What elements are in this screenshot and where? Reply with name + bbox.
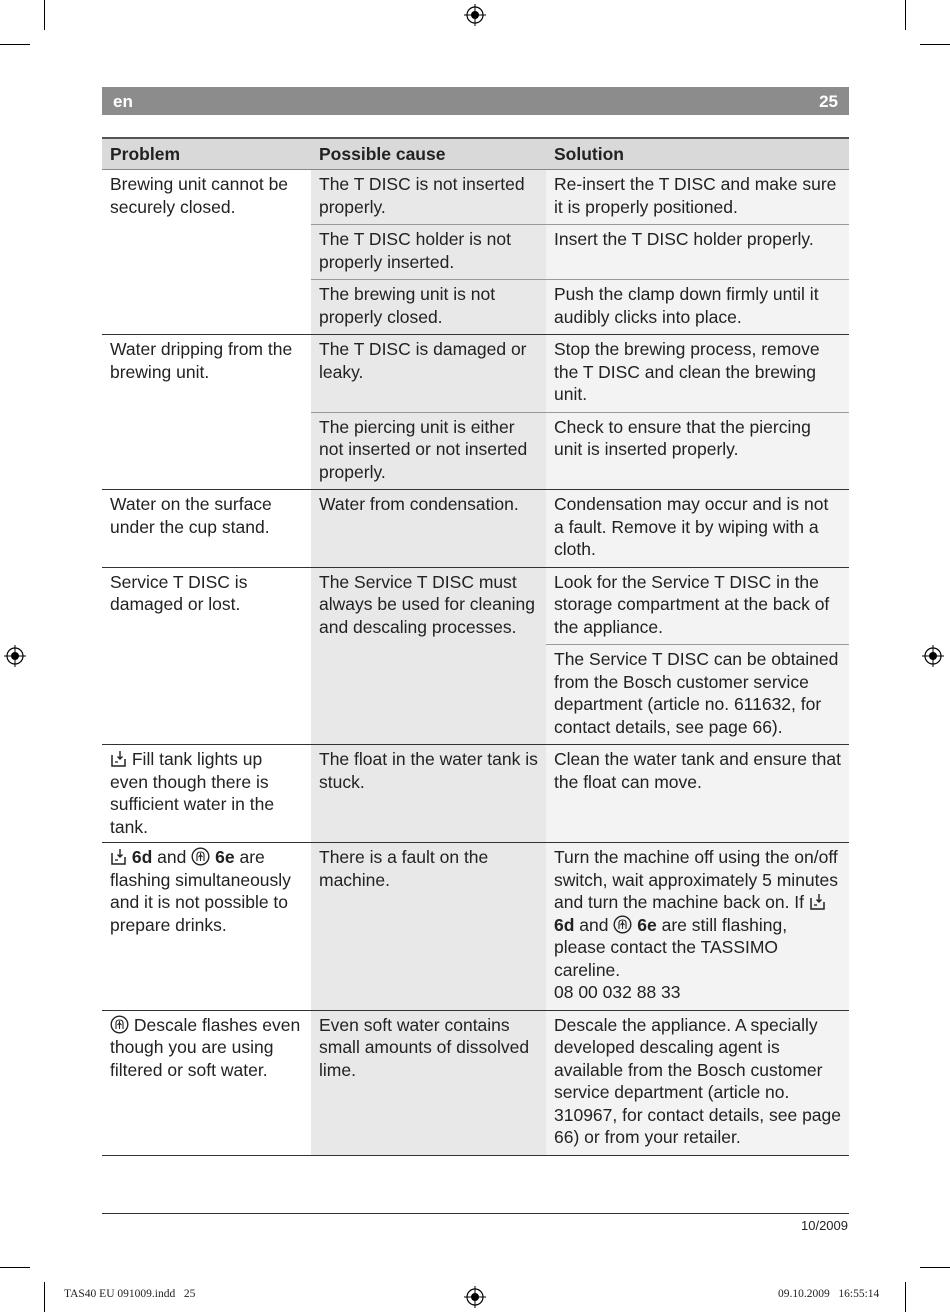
solution-cell: Push the clamp down firmly until it audibly clicks into place.	[546, 280, 849, 335]
registration-mark-icon	[4, 645, 26, 667]
crop-mark	[44, 0, 45, 30]
table-row	[102, 170, 849, 225]
solution-cell: Descale the appliance. A specially developed descaling agent is available from the Bosch customer service department (article no. 310967, for contact details, see page 66) or from your retailer.	[546, 1010, 849, 1155]
fill-tank-icon	[110, 848, 127, 866]
fill-tank-icon	[110, 750, 127, 768]
cause-cell: Even soft water contains small amounts of dissolved lime.	[311, 1010, 546, 1155]
solution-cell: Re-insert the T DISC and make sure it is properly positioned.	[546, 170, 849, 225]
print-slug-right: 09.10.2009 16:55:14	[778, 1288, 880, 1300]
problem-cell: Service T DISC is damaged or lost.	[102, 567, 311, 745]
descale-icon	[110, 1015, 129, 1034]
column-header-problem: Problem	[102, 138, 311, 170]
crop-mark	[0, 1267, 30, 1268]
column-header-solution: Solution	[546, 138, 849, 170]
table-row	[102, 1010, 849, 1155]
troubleshooting-table	[102, 137, 849, 1156]
problem-cell	[102, 745, 311, 843]
error-code: 6e	[637, 914, 657, 935]
solution-cell	[546, 843, 849, 1011]
problem-cell	[102, 1010, 311, 1155]
crop-mark	[44, 1282, 45, 1312]
cause-cell: The T DISC holder is not properly inserted.	[311, 225, 546, 280]
table-row	[102, 745, 849, 843]
footer-divider	[102, 1213, 849, 1214]
solution-text: are still flashing, please contact the TASSIMO careline.	[554, 914, 788, 980]
problem-text: Descale flashes even though you are using filtered or soft water.	[110, 1014, 301, 1080]
error-code: 6e	[215, 847, 235, 867]
print-slug-left: TAS40 EU 091009.indd 25	[64, 1288, 196, 1300]
table-row	[102, 490, 849, 568]
cause-cell: The T DISC is damaged or leaky.	[311, 335, 546, 413]
registration-mark-icon	[464, 4, 486, 26]
solution-text: Turn the machine off using the on/off switch, wait approximately 5 minutes and turn the machine back on. If	[554, 847, 838, 912]
error-code: 6d	[131, 847, 153, 867]
problem-cell: Water on the surface under the cup stand.	[102, 490, 311, 568]
crop-mark	[905, 1282, 906, 1312]
cause-cell: The piercing unit is either not inserted or not inserted properly.	[311, 412, 546, 490]
problem-cell	[102, 843, 311, 1011]
conjunction-text: and	[574, 914, 614, 935]
solution-cell: Condensation may occur and is not a fault. Remove it by wiping with a cloth.	[546, 490, 849, 568]
crop-mark	[920, 44, 950, 45]
solution-cell: The Service T DISC can be obtained from the Bosch customer service department (article no. 611632, for contact details, see page 66).	[546, 645, 849, 745]
descale-icon	[191, 847, 210, 866]
solution-cell: Check to ensure that the piercing unit is inserted properly.	[546, 412, 849, 490]
problem-text: are flashing simultaneously and it is not possible to prepare drinks.	[110, 847, 291, 935]
registration-mark-icon	[922, 645, 944, 667]
cause-cell: Water from condensation.	[311, 490, 546, 568]
descale-icon	[613, 915, 632, 934]
cause-cell: There is a fault on the machine.	[311, 843, 546, 1011]
crop-mark	[905, 0, 906, 30]
solution-cell: Clean the water tank and ensure that the float can move.	[546, 745, 849, 843]
solution-cell: Insert the T DISC holder properly.	[546, 225, 849, 280]
crop-mark	[0, 44, 30, 45]
table-row	[102, 567, 849, 645]
table-row	[102, 843, 849, 1011]
cause-cell: The brewing unit is not properly closed.	[311, 280, 546, 335]
page-number: 25	[819, 92, 838, 111]
column-header-cause: Possible cause	[311, 138, 546, 170]
error-code: 6d	[554, 914, 575, 935]
cause-cell: The float in the water tank is stuck.	[311, 745, 546, 843]
careline-phone: 08 00 032 88 33	[554, 982, 681, 1002]
table-header-row	[102, 138, 849, 170]
conjunction-text: and	[152, 847, 192, 867]
cause-cell: The Service T DISC must always be used for cleaning and descaling processes.	[311, 567, 546, 745]
page-header	[102, 87, 849, 115]
crop-mark	[920, 1267, 950, 1268]
cause-cell: The T DISC is not inserted properly.	[311, 170, 546, 225]
solution-cell: Look for the Service T DISC in the storage compartment at the back of the appliance.	[546, 567, 849, 645]
table-row	[102, 335, 849, 413]
solution-cell: Stop the brewing process, remove the T DISC and clean the brewing unit.	[546, 335, 849, 413]
fill-tank-icon	[809, 893, 826, 911]
problem-cell: Water dripping from the brewing unit.	[102, 335, 311, 490]
registration-mark-icon	[464, 1286, 486, 1308]
problem-text: Fill tank lights up even though there is sufficient water in the tank.	[110, 749, 275, 837]
language-code: en	[113, 92, 133, 111]
problem-cell: Brewing unit cannot be securely closed.	[102, 170, 311, 335]
publication-date: 10/2009	[801, 1218, 848, 1233]
